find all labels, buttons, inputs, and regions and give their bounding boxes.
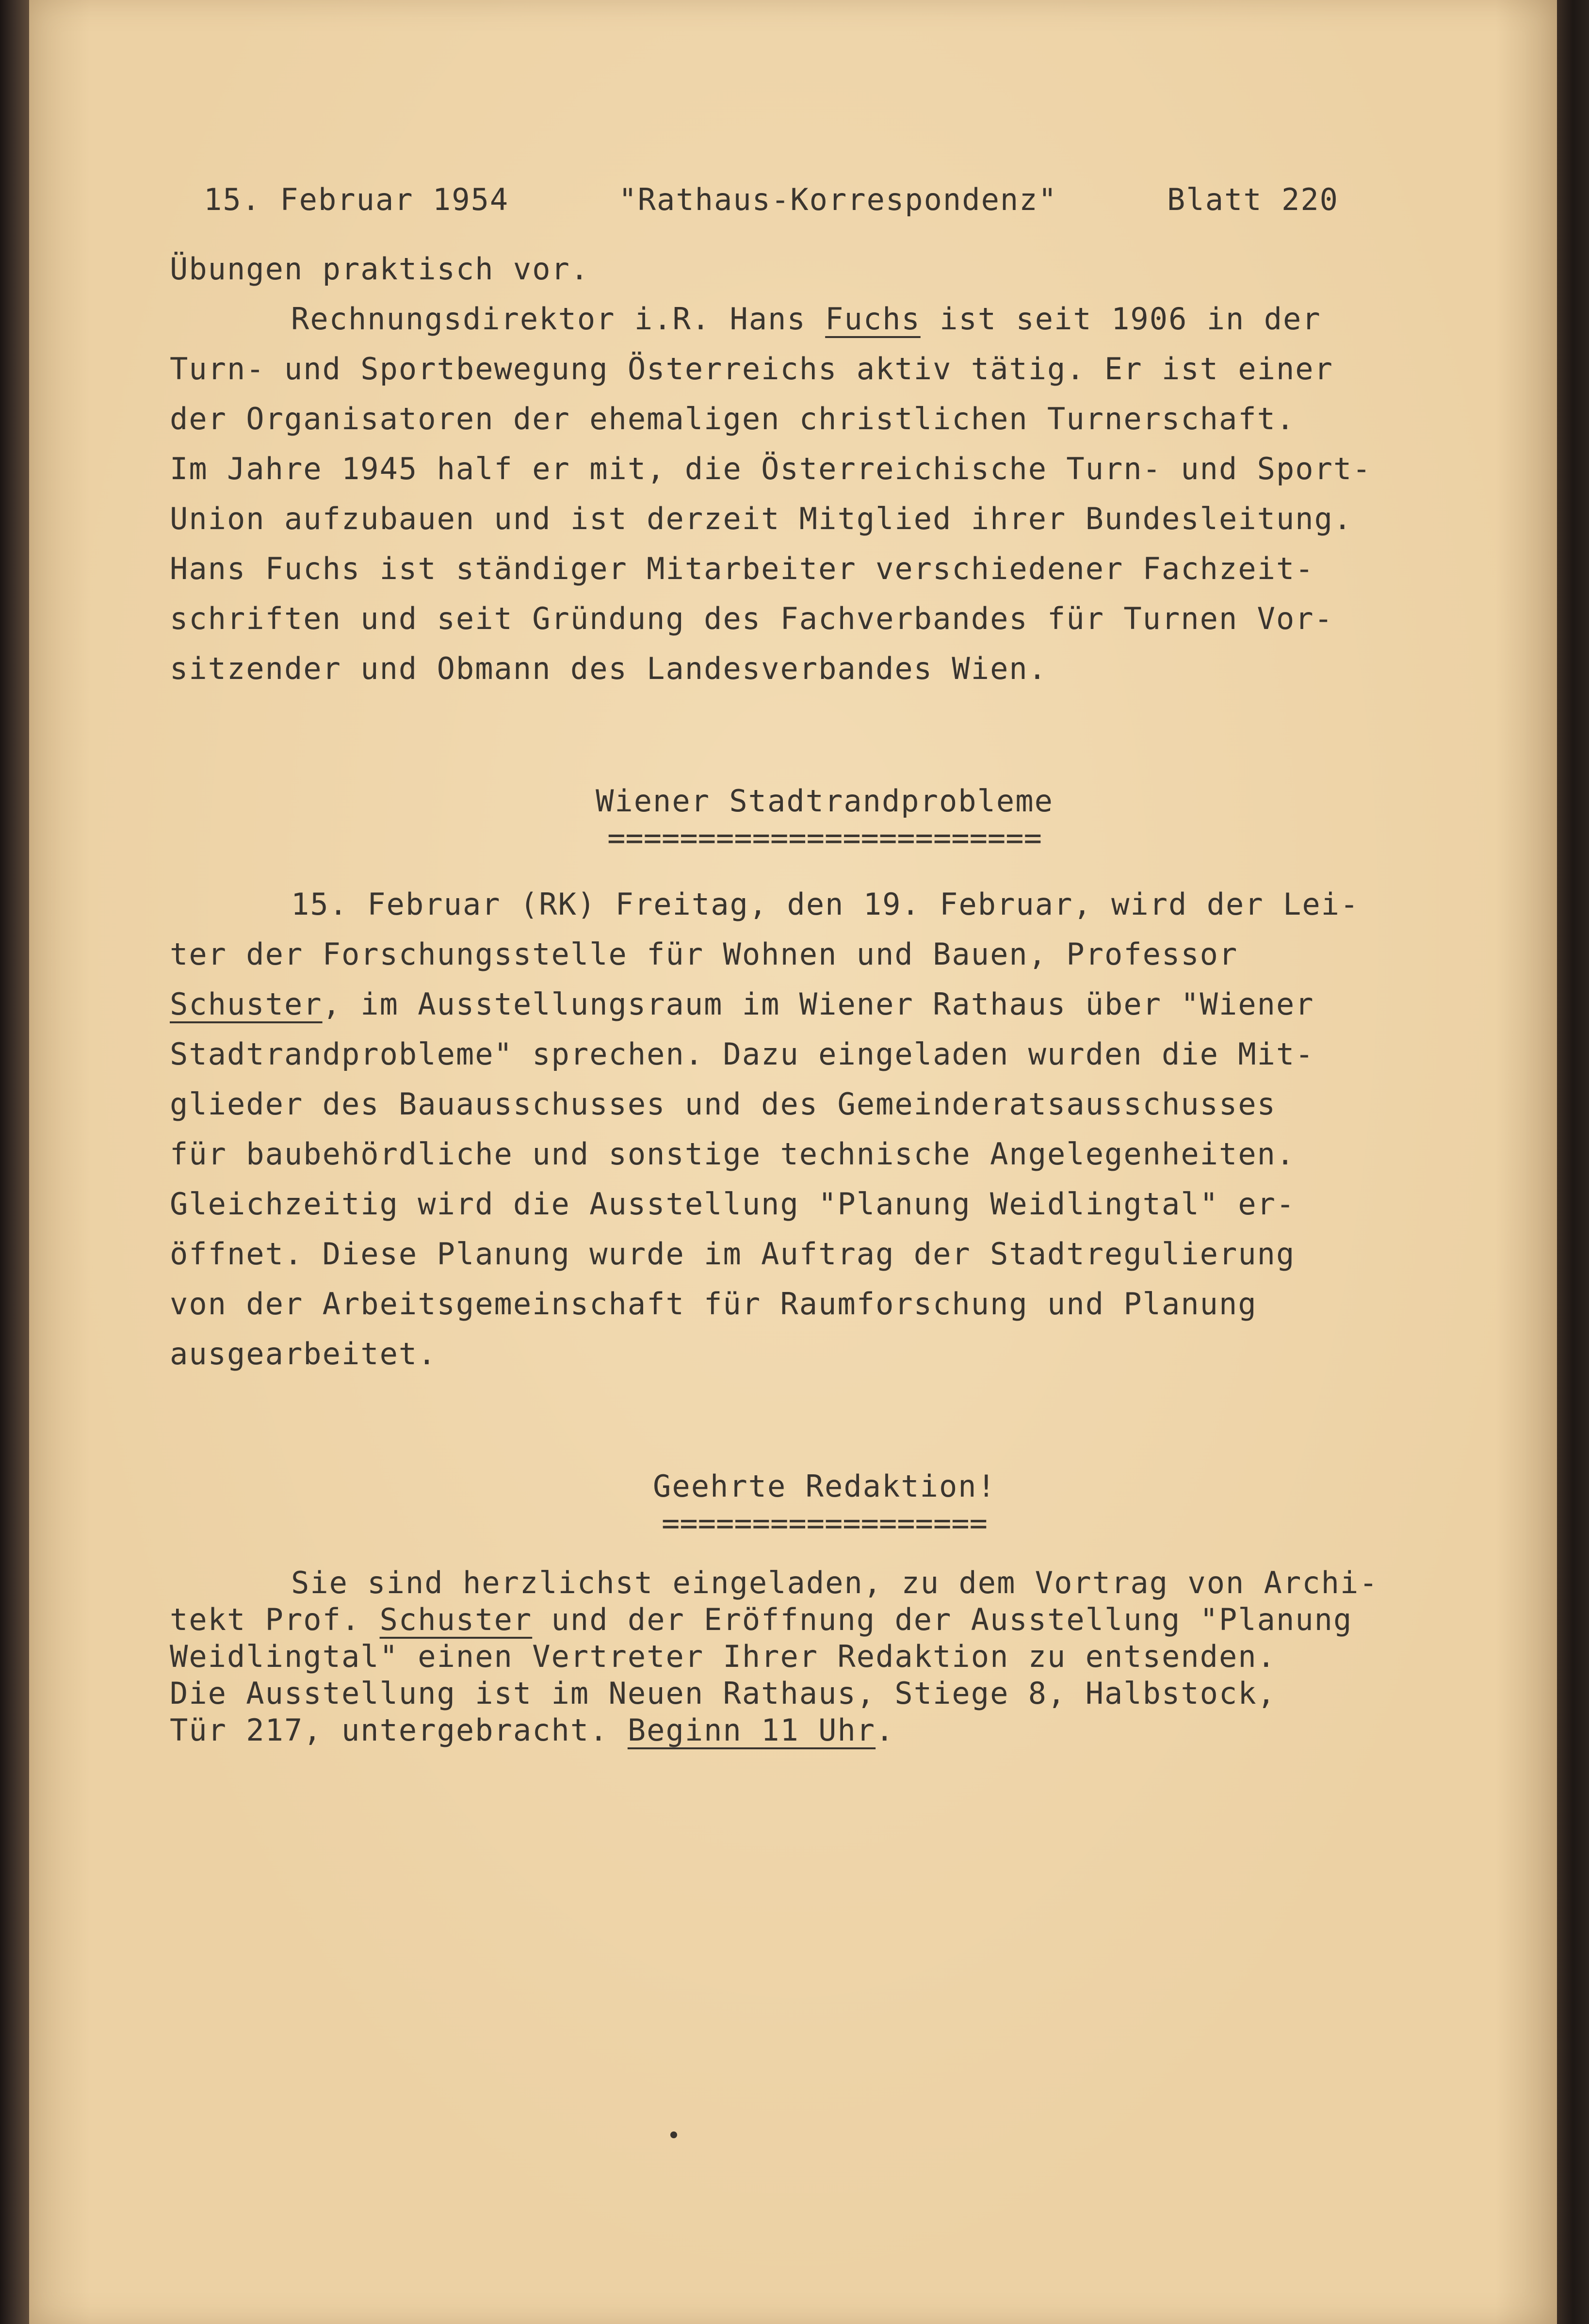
header-date: 15. Februar 1954 bbox=[204, 182, 509, 217]
article-line: schriften und seit Gründung des Fachverbandes für Turnen Vor- bbox=[170, 601, 1333, 636]
article-line: Hans Fuchs ist ständiger Mitarbeiter verschiedener Fachzeit- bbox=[170, 551, 1314, 586]
name-fuchs: Fuchs bbox=[825, 301, 921, 337]
article-line: ter der Forschungsstelle für Wohnen und Bauen, Professor bbox=[170, 936, 1238, 972]
second-article bbox=[170, 776, 1479, 1379]
title-underline: ======================== bbox=[607, 820, 1042, 855]
text-segment: , im Ausstellungsraum im Wiener Rathaus über "Wiener bbox=[322, 986, 1314, 1022]
article-line: Turn- und Sportbewegung Österreichs aktiv tätig. Er ist einer bbox=[170, 351, 1333, 387]
page-content bbox=[170, 175, 1479, 1749]
first-article bbox=[170, 244, 1479, 694]
article-line: der Organisatoren der ehemaligen christlichen Turnerschaft. bbox=[170, 401, 1296, 436]
article-line bbox=[170, 979, 1479, 1029]
article-line bbox=[170, 294, 1479, 344]
start-time: Beginn 11 Uhr bbox=[627, 1712, 876, 1748]
article-line: Gleichzeitig wird die Ausstellung "Planung Weidlingtal" er- bbox=[170, 1186, 1296, 1222]
text-segment: . bbox=[876, 1712, 895, 1748]
article-line: für baubehördliche und sonstige technische Angelegenheiten. bbox=[170, 1136, 1296, 1172]
article-line: Weidlingtal" einen Vertreter Ihrer Redaktion zu entsenden. bbox=[170, 1639, 1276, 1674]
text-segment: ist seit 1906 in der bbox=[920, 301, 1321, 337]
section-title: Geehrte Redaktion! bbox=[653, 1469, 996, 1504]
article-line: von der Arbeitsgemeinschaft für Raumforschung und Planung bbox=[170, 1286, 1257, 1322]
text-segment: Tür 217, untergebracht. bbox=[170, 1712, 628, 1748]
article-line: 15. Februar (RK) Freitag, den 19. Februar, wird der Lei- bbox=[291, 887, 1360, 922]
article-line bbox=[170, 1601, 1479, 1638]
article-line: öffnet. Diese Planung wurde im Auftrag der Stadtregulierung bbox=[170, 1236, 1296, 1272]
text-segment: und der Eröffnung der Ausstellung "Planung bbox=[532, 1602, 1353, 1637]
article-line: Die Ausstellung ist im Neuen Rathaus, Stiege 8, Halbstock, bbox=[170, 1676, 1276, 1711]
ink-dot bbox=[670, 2131, 677, 2138]
article-line: glieder des Bauausschusses und des Gemeinderatsausschusses bbox=[170, 1086, 1276, 1122]
article-line: Sie sind herzlichst eingeladen, zu dem Vortrag von Archi- bbox=[291, 1565, 1378, 1600]
article-line: Union aufzubauen und ist derzeit Mitglied ihrer Bundesleitung. bbox=[170, 501, 1353, 536]
third-article bbox=[170, 1461, 1479, 1749]
article-line: sitzender und Obmann des Landesverbandes Wien. bbox=[170, 651, 1048, 686]
section-title: Wiener Stadtrandprobleme bbox=[596, 783, 1054, 819]
name-schuster: Schuster bbox=[170, 986, 323, 1022]
text-segment: Rechnungsdirektor i.R. Hans bbox=[291, 301, 826, 337]
header-publication: "Rathaus-Korrespondenz" bbox=[618, 182, 1057, 217]
article-line: Stadtrandprobleme" sprechen. Dazu eingeladen wurden die Mit- bbox=[170, 1036, 1314, 1072]
article-line: ausgearbeitet. bbox=[170, 1336, 437, 1372]
book-binding-right bbox=[1557, 0, 1589, 2324]
article-line: Im Jahre 1945 half er mit, die Österreichische Turn- und Sport- bbox=[170, 451, 1372, 486]
article-line: Übungen praktisch vor. bbox=[170, 251, 590, 287]
name-schuster: Schuster bbox=[379, 1602, 533, 1637]
header-sheet-number: Blatt 220 bbox=[1167, 182, 1339, 217]
title-underline: ================== bbox=[662, 1505, 988, 1541]
page-header bbox=[204, 175, 1339, 225]
text-segment: tekt Prof. bbox=[170, 1602, 380, 1637]
article-line bbox=[170, 1712, 1479, 1749]
document-page bbox=[29, 0, 1557, 2324]
